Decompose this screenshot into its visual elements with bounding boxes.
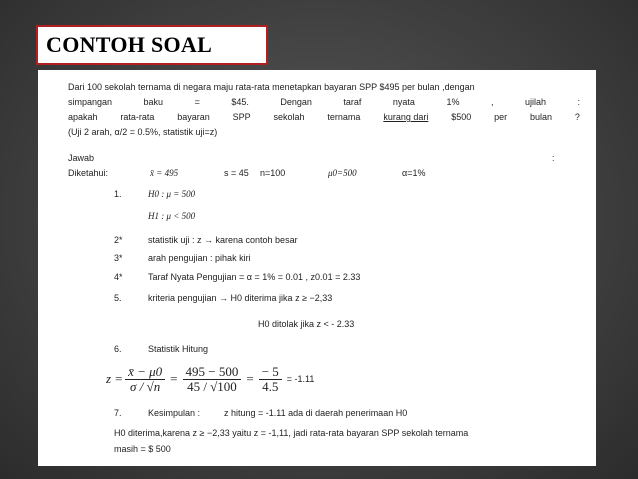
step-6-text: Statistik Hitung — [148, 344, 209, 354]
known-xbar: x̄ = 495 — [150, 168, 179, 178]
problem-line-2-word: ujilah — [524, 97, 546, 107]
step-4-number: 4* — [114, 272, 123, 282]
problem-line-3-word: rata-rata — [120, 112, 155, 122]
known-s: s = 45 — [224, 168, 249, 178]
step-7-number: 7. — [114, 408, 122, 418]
slide-title: CONTOH SOAL — [46, 32, 213, 57]
problem-line-2-word: Dengan — [280, 97, 312, 107]
fraction-3-numerator: − 5 — [259, 365, 282, 380]
problem-line-2-word: simpangan — [68, 97, 113, 107]
jawab-label: Jawab — [68, 153, 95, 163]
document-page — [38, 70, 596, 466]
problem-line-2-word: 1% — [446, 97, 460, 107]
problem-underlined-phrase: kurang dari — [383, 112, 429, 122]
step-3-number: 3* — [114, 253, 123, 263]
known-mu0: μ0=500 — [328, 168, 357, 178]
known-n: n=100 — [260, 168, 286, 178]
step-5-reject: H0 ditolak jika z < - 2.33 — [258, 319, 355, 329]
problem-line-2-word: = — [194, 97, 200, 107]
conclusion-line-1: H0 diterima,karena z ≥ −2,33 yaitu z = -1,11, jadi rata-rata bayaran SPP sekolah ternama — [114, 428, 469, 438]
formula-fraction-2 — [183, 365, 242, 394]
problem-line-3-tail-word: ? — [574, 112, 580, 122]
step-6-number: 6. — [114, 344, 122, 354]
conclusion-line-2: masih = $ 500 — [114, 444, 171, 454]
step-4-text: Taraf Nyata Pengujian = α = 1% = 0.01 , z0.01 = 2.33 — [148, 272, 361, 282]
problem-line-2-word: baku — [143, 97, 164, 107]
step-3-text: arah pengujian : pihak kiri — [148, 253, 251, 263]
problem-line-2 — [68, 96, 580, 108]
hypothesis-h1: H1 : μ < 500 — [148, 211, 196, 221]
fraction-2-denominator: 45 / √100 — [187, 378, 237, 394]
problem-line-3-tail-word: $500 — [451, 112, 472, 122]
problem-line-3-tail-word: bulan — [529, 112, 552, 122]
problem-line-3-word: apakah — [68, 112, 98, 122]
fraction-1-denominator: σ / √n — [130, 378, 161, 394]
problem-line-2-word: nyata — [392, 97, 415, 107]
fraction-3-denominator: 4.5 — [262, 378, 279, 394]
problem-line-3-word: SPP — [232, 112, 251, 122]
problem-line-4: (Uji 2 arah, α/2 = 0.5%, statistik uji=z) — [68, 127, 218, 137]
problem-line-2-word: , — [490, 97, 494, 107]
jawab-colon: : — [552, 153, 555, 163]
problem-line-3-tail-word: per — [494, 112, 508, 122]
problem-line-3-word: ternama — [327, 112, 361, 122]
z-formula: z = $\frac{x̄ - \mu 0}{\sigma / √n}$ = $\frac{495 - 500}{45 / √100}$ = $\frac{- 5}{4.5}$ = -1.11 — [106, 363, 315, 394]
formula-fraction-1 — [125, 365, 165, 394]
slide-title-box — [36, 25, 268, 65]
fraction-1-numerator: x̄ − μ0 — [125, 365, 165, 380]
step-7-label: Kesimpulan : — [148, 408, 201, 418]
problem-line-3-word: sekolah — [273, 112, 305, 122]
step-2-number: 2* — [114, 235, 123, 245]
problem-line-3-word: bayaran — [177, 112, 210, 122]
diketahui-label: Diketahui: — [68, 168, 109, 178]
step-2-text: statistik uji : z → karena contoh besar — [148, 235, 298, 245]
problem-line-2-word: taraf — [343, 97, 362, 107]
known-alpha: α=1% — [402, 168, 426, 178]
problem-line-2-word: $45. — [231, 97, 249, 107]
problem-line-3 — [68, 111, 580, 123]
problem-line-2-word: : — [577, 97, 580, 107]
problem-line-1: Dari 100 sekolah ternama di negara maju rata-rata menetapkan bayaran SPP $495 per bulan ,dengan — [68, 82, 475, 92]
formula-result: = -1.11 — [286, 374, 315, 384]
step-5-number: 5. — [114, 293, 122, 303]
step-1-number: 1. — [114, 189, 122, 199]
fraction-2-numerator: 495 − 500 — [183, 365, 242, 380]
step-5-accept: kriteria pengujian → H0 diterima jika z ≥ −2,33 — [148, 293, 333, 303]
step-7-text: z hitung = -1.11 ada di daerah penerimaan H0 — [224, 408, 408, 418]
formula-fraction-3 — [259, 365, 282, 394]
formula-lhs: z = — [106, 371, 124, 386]
hypothesis-h0: H0 : μ = 500 — [148, 189, 196, 199]
